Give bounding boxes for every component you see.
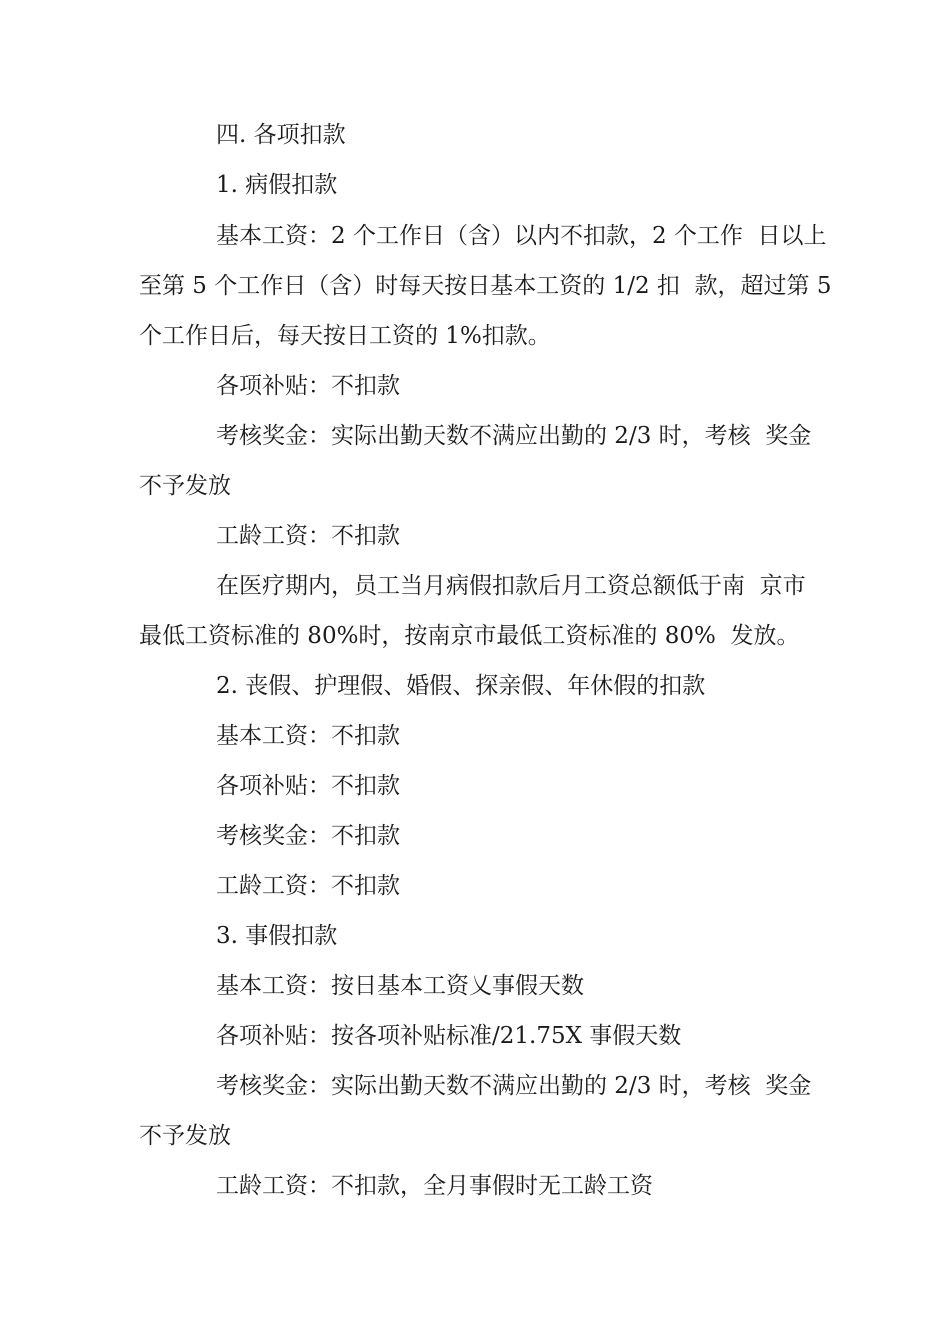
paragraph-line: 基本工资：2 个工作日（含）以内不扣款，2 个工作 日以上 [216, 223, 827, 249]
paragraph-line: 各项补贴：按各项补贴标准/21.75X 事假天数 [216, 1023, 682, 1049]
paragraph-line: 工龄工资：不扣款，全月事假时无工龄工资 [216, 1173, 653, 1199]
paragraph-line: 各项补贴：不扣款 [216, 773, 400, 799]
section-heading: 四. 各项扣款 [216, 122, 346, 148]
paragraph-line: 基本工资：按日基本工资乂事假天数 [216, 973, 584, 999]
paragraph-line: 在医疗期内，员工当月病假扣款后月工资总额低于南 京市 [216, 573, 806, 599]
paragraph-line: 不予发放 [139, 1123, 231, 1149]
paragraph-line: 各项补贴：不扣款 [216, 373, 400, 399]
subsection-heading: 3. 事假扣款 [216, 923, 338, 949]
paragraph-line: 考核奖金：实际出勤天数不满应出勤的 2/3 时，考核 奖金 [216, 423, 812, 449]
paragraph-line: 考核奖金：不扣款 [216, 823, 400, 849]
paragraph-line: 工龄工资：不扣款 [216, 873, 400, 899]
paragraph-line: 至第 5 个工作日（含）时每天按日基本工资的 1/2 扣 款，超过第 5 [139, 273, 832, 299]
subsection-heading: 1. 病假扣款 [216, 172, 338, 198]
subsection-heading: 2. 丧假、护理假、婚假、探亲假、年休假的扣款 [216, 673, 706, 699]
paragraph-line: 最低工资标准的 80%时，按南京市最低工资标准的 80% 发放。 [139, 623, 800, 649]
paragraph-line: 不予发放 [139, 473, 231, 499]
paragraph-line: 工龄工资：不扣款 [216, 523, 400, 549]
paragraph-line: 基本工资：不扣款 [216, 723, 400, 749]
paragraph-line: 个工作日后，每天按日工资的 1%扣款。 [139, 323, 551, 349]
paragraph-line: 考核奖金：实际出勤天数不满应出勤的 2/3 时，考核 奖金 [216, 1073, 812, 1099]
